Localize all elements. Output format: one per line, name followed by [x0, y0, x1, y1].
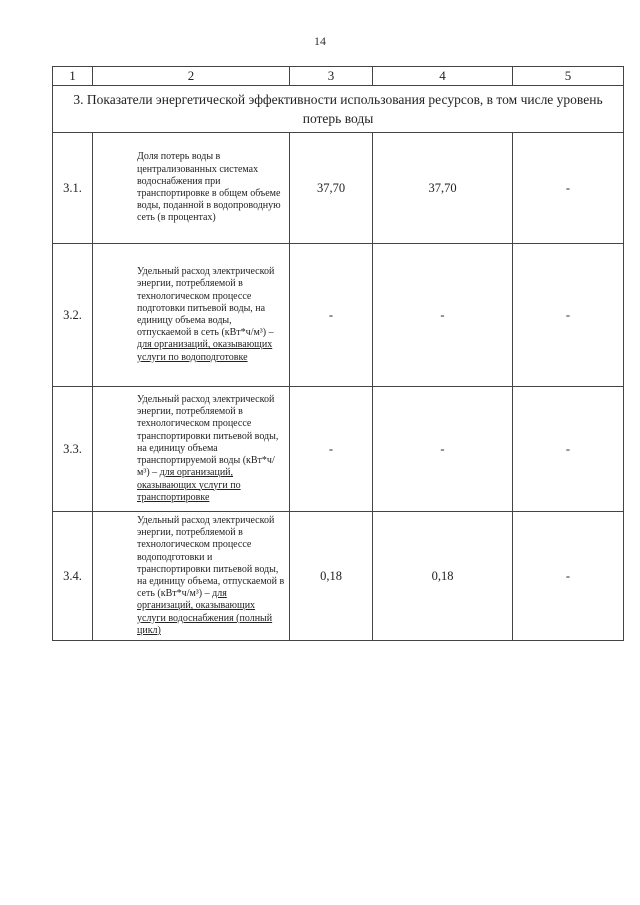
value-col3: 37,70 — [290, 133, 373, 244]
header-cell-2: 2 — [93, 67, 290, 86]
description-underlined: для организаций, оказывающих услуги по транспортировке — [137, 467, 241, 503]
value-col4: 0,18 — [373, 512, 513, 641]
row-description — [93, 244, 290, 387]
description-text: Удельный расход электрической энергии, потребляемой в технологическом процессе транспортировки питьевой воды, на единицу объема транспортируемой воды (кВт*ч/м³) – — [137, 394, 279, 479]
value-col3: - — [290, 244, 373, 387]
table-row — [53, 133, 624, 244]
value-col3: - — [290, 387, 373, 512]
row-number: 3.2. — [53, 244, 93, 387]
table-row — [53, 244, 624, 387]
table-row — [53, 512, 624, 641]
header-cell-4: 4 — [373, 67, 513, 86]
value-col5: - — [513, 512, 624, 641]
value-col4: - — [373, 387, 513, 512]
description-underlined: для организаций, оказывающих услуги по водоподготовке — [137, 339, 273, 363]
header-cell-1: 1 — [53, 67, 93, 86]
value-col5: - — [513, 387, 624, 512]
header-row — [53, 67, 624, 86]
row-description — [93, 133, 290, 244]
header-cell-5: 5 — [513, 67, 624, 86]
row-number: 3.3. — [53, 387, 93, 512]
page-number: 14 — [314, 34, 326, 48]
table-row — [53, 387, 624, 512]
row-description — [93, 387, 290, 512]
value-col5: - — [513, 244, 624, 387]
row-number: 3.4. — [53, 512, 93, 641]
description-text: Удельный расход электрической энергии, потребляемой в технологическом процессе подготовки питьевой воды, на единицу объема воды, отпускаемой в сеть (кВт*ч/м³) – — [137, 266, 275, 339]
value-col4: 37,70 — [373, 133, 513, 244]
indicators-table — [52, 66, 624, 641]
description-underlined: для организаций, оказывающих услуги водоснабжения (полный цикл) — [137, 588, 273, 636]
section-title-row — [53, 86, 624, 133]
description-text: Удельный расход электрической энергии, потребляемой в технологическом процессе водоподготовки и транспортировки питьевой воды, на единицу объема, отпускаемой в сеть (кВт*ч/м³) – — [137, 515, 285, 600]
value-col4: - — [373, 244, 513, 387]
header-cell-3: 3 — [290, 67, 373, 86]
value-col3: 0,18 — [290, 512, 373, 641]
section-title: 3. Показатели энергетической эффективности использования ресурсов, в том числе уровень потерь воды — [53, 86, 624, 133]
description-text: Доля потерь воды в централизованных системах водоснабжения при транспортировке в общем объеме воды, поданной в водопроводную сеть (в процентах) — [137, 151, 281, 224]
row-description — [93, 512, 290, 641]
row-number: 3.1. — [53, 133, 93, 244]
value-col5: - — [513, 133, 624, 244]
